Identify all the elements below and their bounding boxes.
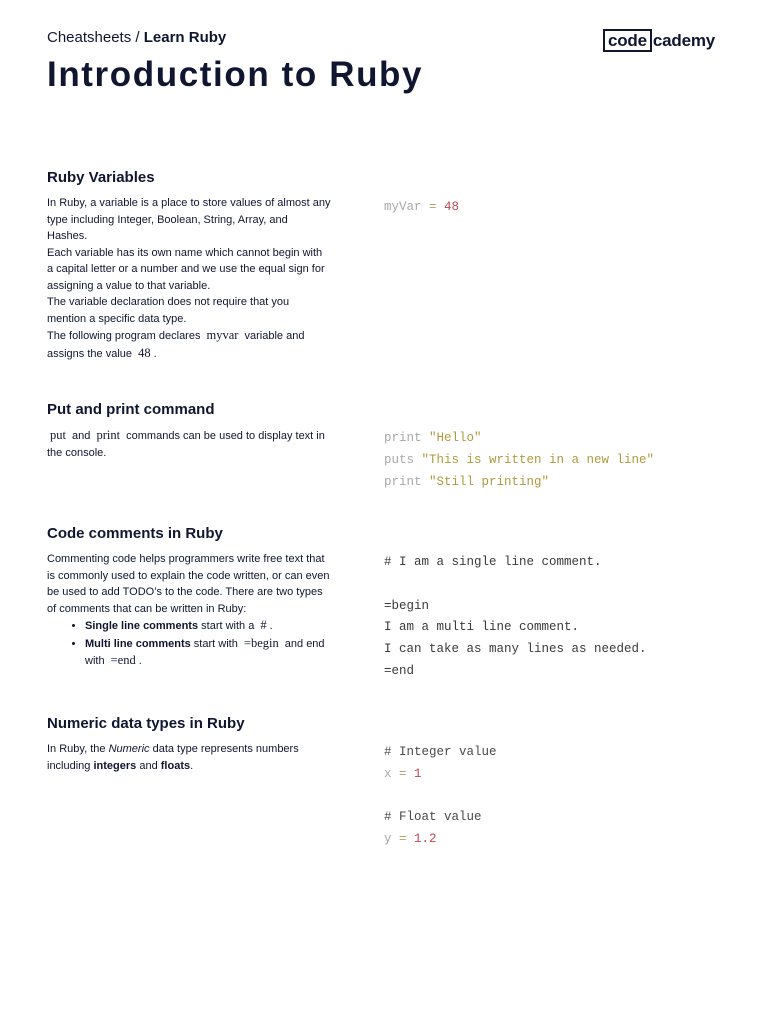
code-block [384, 742, 497, 851]
text: data type represents numbers including [47, 743, 299, 772]
code-line [384, 764, 497, 786]
inline-code: put [50, 428, 66, 442]
code-token: 1.2 [414, 832, 437, 847]
section-heading: Numeric data types in Ruby [47, 715, 245, 732]
text: . [138, 655, 142, 667]
bold-text: floats [160, 759, 191, 772]
breadcrumb-link-learn-ruby[interactable]: Learn Ruby [143, 29, 227, 46]
code-token: puts [384, 452, 415, 467]
code-token: "This is written in a new line" [414, 452, 655, 467]
section-ruby-variables [47, 168, 721, 360]
text: In Ruby, the [47, 743, 106, 755]
text: commands can be used to display text in the console. [47, 430, 325, 459]
breadcrumb-link-cheatsheets[interactable]: Cheatsheets [47, 29, 132, 46]
code-line: =begin [384, 598, 430, 613]
code-line: =end [384, 663, 415, 678]
paragraph: Each variable has its own name which cannot begin with a capital letter or a number and we use the equal sign for assigning a value to that variable. [47, 246, 325, 292]
code-line [384, 829, 497, 851]
paragraph [47, 741, 331, 774]
codecademy-logo[interactable] [603, 29, 715, 52]
inline-code: 48 [138, 345, 151, 360]
code-token: x [384, 766, 392, 781]
logo-rest-text: cademy [652, 30, 715, 50]
code-line [384, 428, 654, 450]
section-heading: Ruby Variables [47, 169, 155, 186]
section-description [47, 741, 331, 774]
code-token: = [391, 832, 415, 847]
code-token: myVar [384, 200, 422, 214]
code-line: # I am a single line comment. [384, 555, 602, 569]
code-block [384, 552, 647, 683]
paragraph: In Ruby, a variable is a place to store values of almost any type including Integer, Boolean, String, Array, and Hashes. [47, 197, 331, 242]
paragraph [47, 327, 331, 362]
comment-types-list [47, 617, 331, 670]
inline-code: =end [110, 653, 136, 667]
logo-box-text: code [603, 29, 652, 52]
code-line: I can take as many lines as needed. [384, 642, 647, 657]
text: . [269, 620, 273, 632]
code-block [384, 428, 654, 493]
section-description [47, 551, 331, 670]
code-token: "Hello" [421, 431, 482, 445]
paragraph [47, 427, 331, 461]
code-line: I am a multi line comment. [384, 620, 580, 635]
code-token: print [384, 474, 422, 489]
text: . [190, 759, 194, 772]
code-line: # Float value [384, 810, 482, 825]
text: and [139, 759, 158, 772]
bold-text: Single line comments [85, 620, 199, 632]
text: variable and assigns the value [47, 330, 305, 360]
text: . [153, 347, 157, 360]
text: The following program declares [47, 330, 201, 342]
code-token: print [384, 431, 422, 445]
code-line [384, 472, 654, 494]
code-line: # Integer value [384, 745, 497, 759]
code-token: 1 [414, 766, 422, 781]
page-header [47, 28, 721, 48]
paragraph: Commenting code helps programmers write free text that is commonly used to explain the code written, or can even be used to add TODO’s to the code. There are two types of comments that can be written in Ruby: [47, 553, 330, 615]
text: and end with [85, 637, 325, 667]
code-block [384, 197, 459, 219]
code-token: 48 [444, 200, 460, 214]
text: start with a [198, 620, 255, 632]
list-item [85, 635, 331, 670]
section-description [47, 195, 331, 362]
section-heading: Code comments in Ruby [47, 525, 223, 542]
section-put-and-print [47, 400, 721, 489]
page-title: Introduction to Ruby [47, 55, 424, 94]
code-token: = [391, 766, 415, 781]
inline-code: myvar [206, 328, 239, 342]
section-heading: Put and print command [47, 401, 215, 418]
paragraph: The variable declaration does not require that you mention a specific data type. [47, 296, 290, 325]
section-description [47, 427, 331, 461]
inline-code: # [260, 618, 267, 632]
inline-code: =begin [243, 635, 279, 650]
inline-code: print [96, 428, 121, 442]
bold-text: Multi line comments [85, 637, 191, 650]
bold-text: integers [93, 759, 137, 772]
code-token: "Still printing" [421, 474, 550, 489]
italic-text: Numeric [108, 743, 150, 755]
code-line [384, 574, 647, 596]
text: and [72, 430, 91, 442]
code-token: y [384, 832, 392, 847]
text: start with [190, 637, 238, 650]
section-numeric-data-types [47, 714, 721, 847]
code-line [384, 197, 459, 219]
list-item [85, 617, 331, 635]
code-line [384, 450, 654, 472]
breadcrumb-separator: / [131, 29, 144, 46]
code-token: = [421, 200, 445, 214]
section-code-comments [47, 524, 721, 678]
code-line [384, 786, 497, 808]
